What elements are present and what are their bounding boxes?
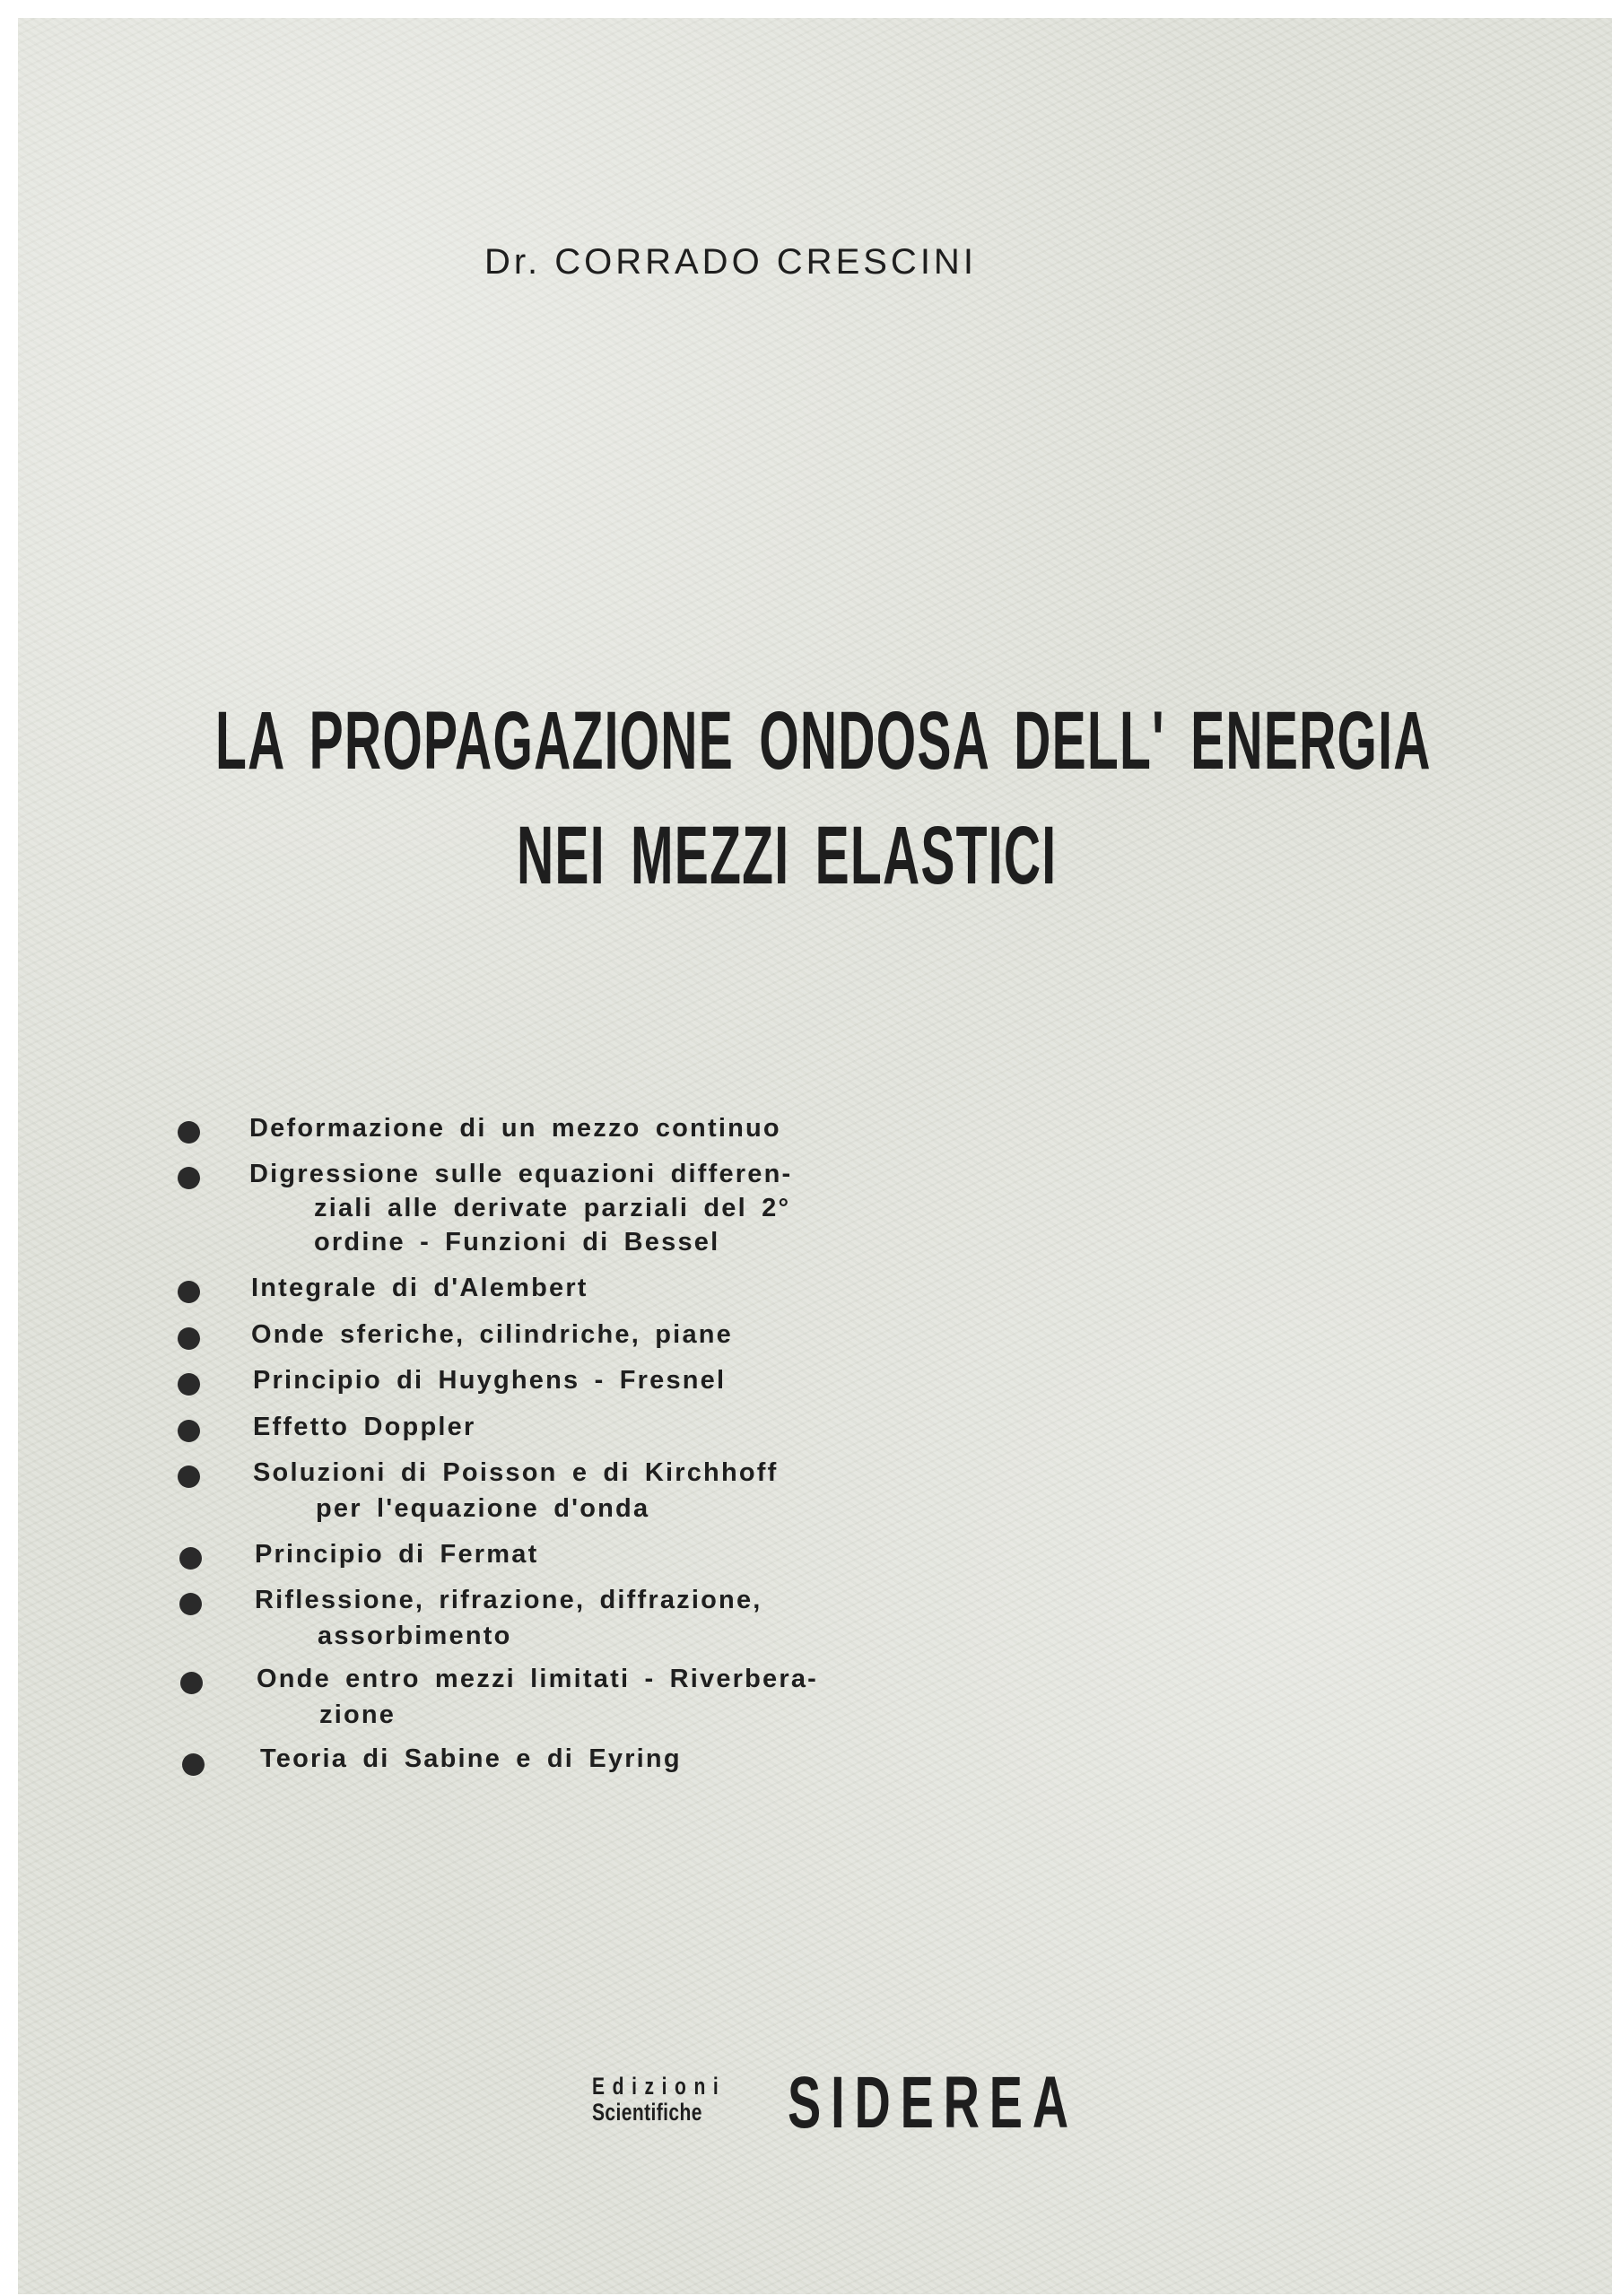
title-line-1: LA PROPAGAZIONE ONDOSA DELL' ENERGIA (215, 695, 1432, 787)
list-item-text: Onde entro mezzi limitati - Riverbera- (257, 1665, 819, 1693)
bullet-icon (182, 1753, 205, 1776)
title-line-2: NEI MEZZI ELASTICI (517, 810, 1058, 901)
list-item-text: assorbimento (318, 1622, 512, 1650)
list-item-text: ordine - Funzioni di Bessel (314, 1228, 720, 1257)
bullet-icon (178, 1465, 200, 1488)
list-item-text: per l'equazione d'onda (316, 1494, 650, 1523)
list-item-text: Principio di Huyghens - Fresnel (253, 1366, 727, 1395)
list-item-text: zione (319, 1700, 396, 1729)
bullet-icon (178, 1373, 200, 1396)
list-item-text: Soluzioni di Poisson e di Kirchhoff (253, 1458, 779, 1487)
bullet-icon (178, 1167, 200, 1189)
list-item-text: Deformazione di un mezzo continuo (249, 1114, 781, 1143)
bullet-icon (179, 1593, 202, 1615)
list-item-text: ziali alle derivate parziali del 2° (314, 1194, 791, 1222)
list-item-text: Principio di Fermat (255, 1540, 539, 1569)
book-cover (18, 18, 1612, 2294)
bullet-icon (180, 1672, 203, 1694)
list-item-text: Integrale di d'Alembert (251, 1274, 588, 1302)
bullet-icon (178, 1121, 200, 1144)
list-item-text: Teoria di Sabine e di Eyring (260, 1744, 682, 1773)
author-name: Dr. CORRADO CRESCINI (484, 242, 977, 282)
publisher-line-2: Scientifiche (592, 2099, 702, 2126)
list-item-text: Onde sferiche, cilindriche, piane (251, 1320, 734, 1349)
list-item-text: Digressione sulle equazioni differen- (249, 1160, 793, 1188)
list-item-text: Riflessione, rifrazione, diffrazione, (255, 1586, 762, 1614)
publisher-name: SIDEREA (788, 2062, 1079, 2144)
bullet-icon (179, 1547, 202, 1570)
bullet-icon (178, 1281, 200, 1303)
bullet-icon (178, 1327, 200, 1350)
publisher-line-1: Edizioni (592, 2073, 727, 2100)
bullet-icon (178, 1420, 200, 1442)
list-item-text: Effetto Doppler (253, 1413, 476, 1441)
